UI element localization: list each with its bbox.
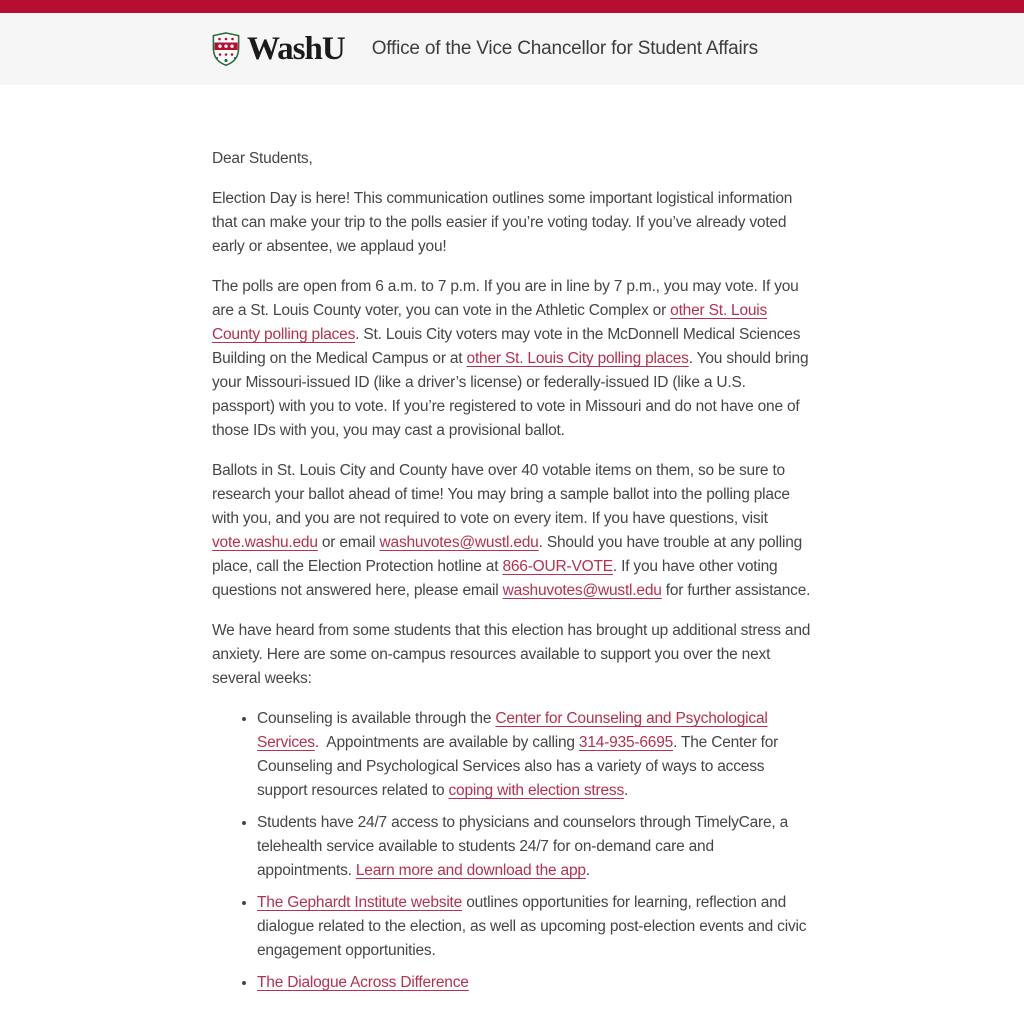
text-link[interactable]: The Dialogue Across Difference xyxy=(257,974,469,991)
text-link[interactable]: coping with election stress xyxy=(448,782,625,799)
text-link[interactable]: 866-OUR-VOTE xyxy=(502,558,613,575)
text-run: . If you have other voting questions not answered here, please email xyxy=(212,558,778,599)
resource-item xyxy=(257,891,812,963)
salutation: Dear Students, xyxy=(212,150,313,167)
text-run: . The Center for Counseling and Psychological Services also has a variety of ways to access support resources related to xyxy=(257,734,779,799)
washu-logo[interactable] xyxy=(212,32,345,66)
text-link[interactable]: washuvotes@wustl.edu xyxy=(502,582,662,599)
text-link[interactable]: other St. Louis County polling places xyxy=(212,302,768,343)
letter-paragraphs xyxy=(212,187,812,691)
letter-paragraph xyxy=(212,187,812,259)
text-link[interactable]: vote.washu.edu xyxy=(212,534,318,551)
text-link[interactable]: other St. Louis City polling places xyxy=(466,350,689,367)
text-link[interactable]: The Gephardt Institute website xyxy=(257,894,463,911)
text-link[interactable]: washuvotes@wustl.edu xyxy=(379,534,539,551)
text-run: . Should you have trouble at any polling place, call the Election Protection hotline at xyxy=(212,534,803,575)
letter-paragraph xyxy=(212,459,812,603)
resource-list xyxy=(212,707,812,995)
letter-paragraph xyxy=(212,619,812,691)
text-run: . You should bring your Missouri-issued ID (like a driver’s license) or federally-issued ID (like a U.S. passport) with you to vote. If you’re registered to vote in Missouri and do not have one of those IDs with you, you may cast a provisional ballot. xyxy=(212,350,809,439)
letter-paragraph xyxy=(212,275,812,443)
text-run: Students have 24/7 access to physicians and counselors through TimelyCare, a telehealth service available to students 24/7 for on-demand care and appointments. xyxy=(257,814,789,879)
header-inner xyxy=(212,32,812,66)
text-run: Counseling is available through the xyxy=(257,710,496,727)
text-run: outlines opportunities for learning, reflection and dialogue related to the election, as well as upcoming post-election events and civic engagement opportunities. xyxy=(257,894,807,959)
top-accent-bar xyxy=(0,0,1024,13)
resource-item xyxy=(257,811,812,883)
text-run: Ballots in St. Louis City and County have over 40 votable items on them, so be sure to research your ballot ahead of time! You may bring a sample ballot into the polling place with you, and you are not required to vote on every item. If you have questions, visit xyxy=(212,462,790,527)
text-run: We have heard from some students that this election has brought up additional stress and anxiety. Here are some on-campus resources available to support you over the next several weeks: xyxy=(212,622,811,687)
text-run: or email xyxy=(317,534,380,551)
letter-body xyxy=(212,85,812,995)
washu-shield-icon xyxy=(212,32,240,66)
text-link[interactable]: 314-935-6695 xyxy=(578,734,674,751)
text-run: The polls are open from 6 a.m. to 7 p.m. If you are in line by 7 p.m., you may vote. If you are a St. Louis County voter, you can vote in the Athletic Complex or xyxy=(212,278,799,319)
text-link[interactable]: Center for Counseling and Psychological Services xyxy=(257,710,768,751)
text-link[interactable]: Learn more and download the app xyxy=(355,862,586,879)
washu-wordmark: WashU xyxy=(247,30,345,67)
text-run: . xyxy=(585,862,590,879)
text-run: . Appointments are available by calling xyxy=(314,734,579,751)
text-run: for further assistance. xyxy=(661,582,811,599)
department-title: Office of the Vice Chancellor for Student Affairs xyxy=(371,38,758,59)
text-run: . xyxy=(624,782,629,799)
page-header xyxy=(0,13,1024,85)
resource-item-clipped xyxy=(257,971,812,995)
text-run: . St. Louis City voters may vote in the McDonnell Medical Sciences Building on the Medical Campus or at xyxy=(212,326,801,367)
resource-item xyxy=(257,707,812,803)
text-run: Election Day is here! This communication outlines some important logistical information that can make your trip to the polls easier if you’re voting today. If you’ve already voted early or absentee, we applaud you! xyxy=(212,190,793,255)
